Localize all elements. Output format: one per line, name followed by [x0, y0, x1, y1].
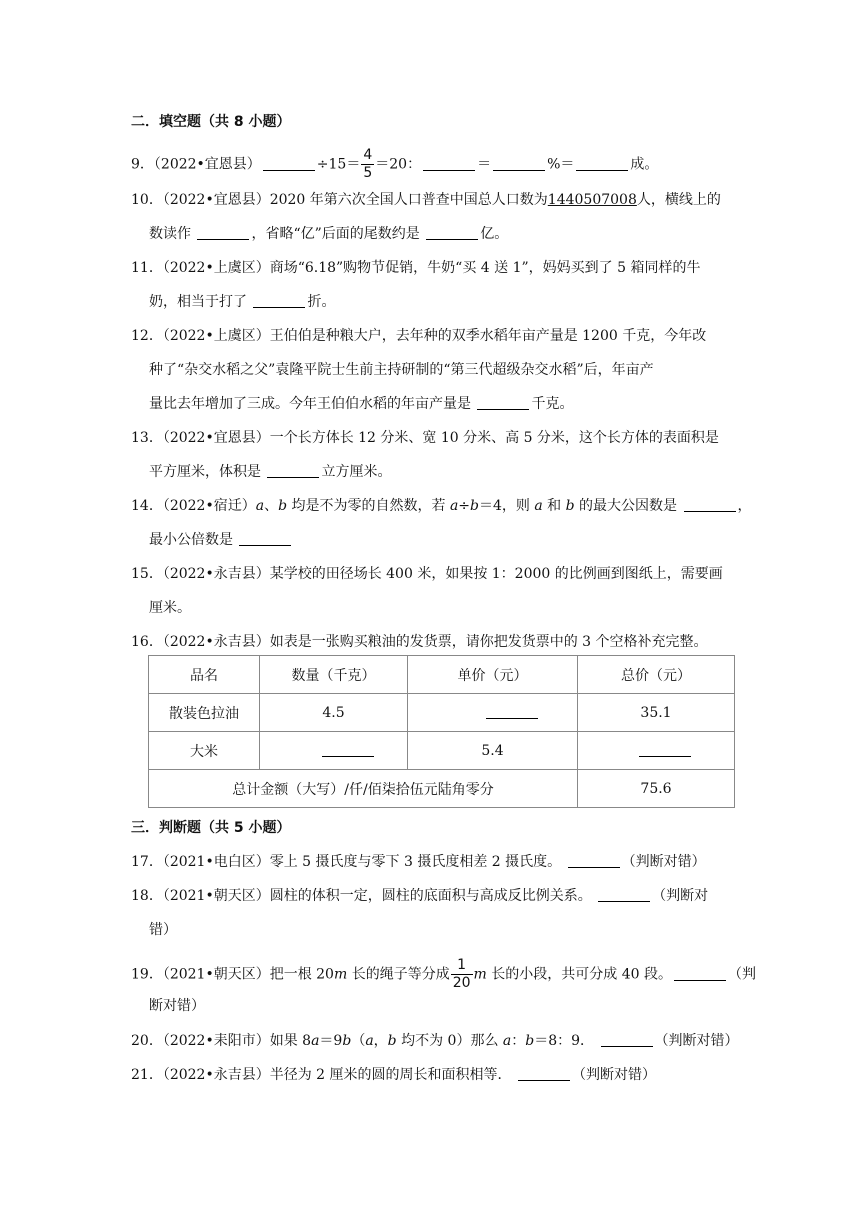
answer-blank[interactable] [477, 395, 529, 410]
question-12-line-2: 种了“杂交水稻之父”袁隆平院士生前主持研制的“第三代超级杂交水稻”后，年亩产 [149, 362, 654, 378]
table-header-row [149, 656, 735, 694]
question-11-line-2: 奶，相当于打了 折。 [149, 294, 336, 310]
answer-blank[interactable] [493, 156, 545, 171]
table-cell: 大米 [149, 732, 260, 770]
header-cell: 数量（千克） [260, 656, 408, 694]
fraction-1-20: $\frac{1}{20}$ [452, 957, 471, 991]
question-18-line-1: 18．（2021•朝天区）圆柱的体积一定，圆柱的底面积与高成反比例关系。 （判断对 [131, 888, 709, 904]
question-13-line-1: 13．（2022•宜恩县）一个长方体长 12 分米、宽 10 分米、高 5 分米，这个长方体的表面积是 [131, 430, 719, 446]
question-15-line-1: 15．（2022•永吉县）某学校的田径场长 400 米，如果按 1：2000 的比例画到图纸上，需要画 [131, 566, 723, 582]
question-10-line-2: 数读作 ，省略“亿”后面的尾数约是 亿。 [149, 226, 509, 242]
answer-blank[interactable] [518, 1066, 570, 1081]
question-16-line-1: 16．（2022•永吉县）如表是一张购买粮油的发货票，请你把发货票中的 3 个空格补充完整。 [131, 634, 708, 650]
question-13-line-2: 平方厘米，体积是 立方厘米。 [149, 464, 392, 480]
answer-blank[interactable] [263, 156, 315, 171]
header-cell: 总价（元） [578, 656, 735, 694]
question-20: 20．（2022•耒阳市）如果 8a＝9b（a，b 均不为 0）那么 a：b＝8：9． （判断对错） [131, 1033, 739, 1049]
fraction-4-5: $\frac{4}{5}$ [363, 147, 373, 181]
table-row [149, 732, 735, 770]
question-14-line-2: 最小公倍数是 [149, 530, 293, 550]
table-cell: 75.6 [578, 770, 735, 808]
table-cell: 散装色拉油 [149, 694, 260, 732]
question-14-line-1: 14．（2022•宿迁）a、b 均是不为零的自然数，若 a÷b＝4，则 a 和 b 的最大公因数是 ， [131, 498, 752, 514]
answer-blank[interactable] [568, 853, 620, 868]
question-10-line-1: 10．（2022•宜恩县）2020 年第六次全国人口普查中国总人口数为1440507008人，横线上的 [131, 192, 721, 208]
question-12-line-1: 12．（2022•上虞区）王伯伯是种粮大户，去年种的双季水稻年亩产量是 1200 千克，今年改 [131, 328, 707, 344]
question-15-line-2: 厘米。 [149, 600, 191, 616]
answer-blank[interactable] [486, 704, 538, 719]
question-18-line-2: 错） [149, 922, 177, 938]
answer-blank[interactable] [239, 531, 291, 546]
header-cell: 单价（元） [408, 656, 578, 694]
answer-blank[interactable] [253, 293, 305, 308]
table-cell [408, 694, 578, 732]
question-21: 21．（2022•永吉县）半径为 2 厘米的圆的周长和面积相等． （判断对错） [131, 1067, 656, 1083]
table-cell [260, 732, 408, 770]
answer-blank[interactable] [684, 497, 736, 512]
answer-blank[interactable] [576, 156, 628, 171]
section-3-title: 三．判断题（共 5 小题） [131, 820, 291, 836]
table-cell: 总计金额（大写）/仟/佰柒拾伍元陆角零分 [149, 770, 578, 808]
invoice-table [148, 655, 735, 808]
table-cell: 4.5 [260, 694, 408, 732]
section-2-title: 二．填空题（共 8 小题） [131, 114, 291, 130]
answer-blank[interactable] [639, 742, 691, 757]
table-row [149, 770, 735, 808]
table-cell [578, 732, 735, 770]
answer-blank[interactable] [426, 225, 478, 240]
answer-blank[interactable] [267, 463, 319, 478]
question-11-line-1: 11．（2022•上虞区）商场“6.18”购物节促销，牛奶“买 4 送 1”，妈妈买到了 5 箱同样的牛 [131, 260, 701, 276]
answer-blank[interactable] [598, 887, 650, 902]
table-cell: 35.1 [578, 694, 735, 732]
header-cell: 品名 [149, 656, 260, 694]
answer-blank[interactable] [601, 1032, 653, 1047]
answer-blank[interactable] [197, 225, 249, 240]
underlined-number: 1440507008 [547, 192, 637, 208]
table-row [149, 694, 735, 732]
question-19-line-1: 19．（2021•朝天区）把一根 20m 长的绳子等分成 $\frac{1}{20}$ m 长的小段，共可分成 40 段。 （判 [131, 957, 756, 991]
answer-blank[interactable] [322, 742, 374, 757]
question-19-line-2: 断对错） [149, 998, 205, 1014]
question-12-line-3: 量比去年增加了三成。今年王伯伯水稻的年亩产量是 千克。 [149, 396, 574, 412]
question-9: 9．（2022•宜恩县） ÷15＝ $\frac{4}{5}$ ＝20： ＝ %＝ 成。 [131, 147, 659, 181]
table-cell: 5.4 [408, 732, 578, 770]
answer-blank[interactable] [674, 966, 726, 981]
answer-blank[interactable] [423, 156, 475, 171]
question-17: 17．（2021•电白区）零上 5 摄氏度与零下 3 摄氏度相差 2 摄氏度。 （判断对错） [131, 854, 706, 870]
